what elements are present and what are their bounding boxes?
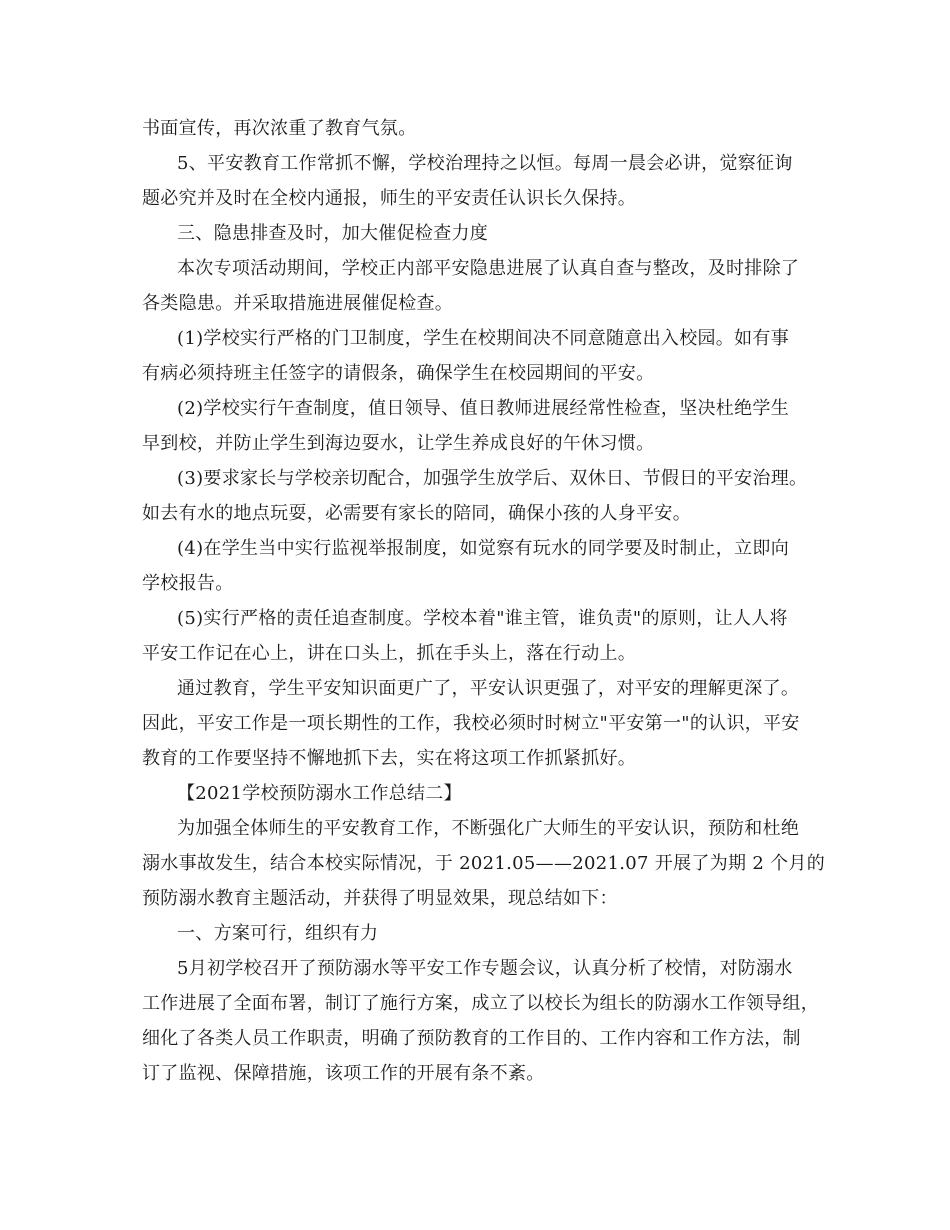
text-line-18: 因此，平安工作是一项长期性的工作，我校必须时时树立"平安第一"的认识，平安 xyxy=(142,713,800,734)
text-line-23: 预防溺水教育主题活动，并获得了明显效果，现总结如下： xyxy=(142,888,618,909)
text-line-19: 教育的工作要坚持不懈地抓下去，实在将这项工作抓紧抓好。 xyxy=(142,748,637,769)
text-line-25: 5月初学校召开了预防溺水等平安工作专题会议，认真分析了校情，对防溺水 xyxy=(177,958,793,979)
text-line-17: 通过教育，学生平安知识面更广了，平安认识更强了，对平安的理解更深了。 xyxy=(177,678,800,699)
text-line-1: 书面宣传，再次浓重了教育气氛。 xyxy=(142,118,417,139)
text-line-3: 题必究并及时在全校内通报，师生的平安责任认识长久保持。 xyxy=(142,188,637,209)
text-line-10: 早到校，并防止学生到海边耍水，让学生养成良好的午休习惯。 xyxy=(142,433,655,454)
text-line-6: 各类隐患。并采取措施进展催促检查。 xyxy=(142,293,454,314)
text-line-22: 溺水事故发生，结合本校实际情况，于 2021.05——2021.07 开展了为期 2 个月的 xyxy=(142,853,826,874)
text-line-28: 订了监视、保障措施，该项工作的开展有条不紊。 xyxy=(142,1063,545,1084)
section-heading-1: 一、方案可行，组织有力 xyxy=(177,923,379,944)
text-line-9: (2)学校实行午查制度，值日领导、值日教师进展经常性检查，坚决杜绝学生 xyxy=(177,398,789,419)
text-line-14: 学校报告。 xyxy=(142,573,234,594)
text-line-12: 如去有水的地点玩耍，必需要有家长的陪同，确保小孩的人身平安。 xyxy=(142,503,691,524)
text-line-7: (1)学校实行严格的门卫制度，学生在校期间决不同意随意出入校园。如有事 xyxy=(177,328,789,349)
text-line-16: 平安工作记在心上，讲在口头上，抓在手头上，落在行动上。 xyxy=(142,643,637,664)
text-line-15: (5)实行严格的责任追查制度。学校本着"谁主管，谁负责"的原则，让人人将 xyxy=(177,608,788,629)
section-heading-3: 三、隐患排查及时，加大催促检查力度 xyxy=(177,223,489,244)
text-line-5: 本次专项活动期间，学校正内部平安隐患进展了认真自查与整改，及时排除了 xyxy=(177,258,800,279)
section-title: 【2021学校预防溺水工作总结二】 xyxy=(177,783,462,804)
text-line-21: 为加强全体师生的平安教育工作，不断强化广大师生的平安认识，预防和杜绝 xyxy=(177,818,800,839)
text-line-8: 有病必须持班主任签字的请假条，确保学生在校园期间的平安。 xyxy=(142,363,655,384)
text-line-11: (3)要求家长与学校亲切配合，加强学生放学后、双休日、节假日的平安治理。 xyxy=(177,468,808,489)
text-line-13: (4)在学生当中实行监视举报制度，如觉察有玩水的同学要及时制止，立即向 xyxy=(177,538,789,559)
text-line-26: 工作进展了全面布署，制订了施行方案，成立了以校长为组长的防溺水工作领导组， xyxy=(142,993,820,1014)
text-line-27: 细化了各类人员工作职责，明确了预防教育的工作目的、工作内容和工作方法，制 xyxy=(142,1028,801,1049)
text-line-2: 5、平安教育工作常抓不懈，学校治理持之以恒。每周一晨会必讲，觉察征询 xyxy=(177,153,793,174)
